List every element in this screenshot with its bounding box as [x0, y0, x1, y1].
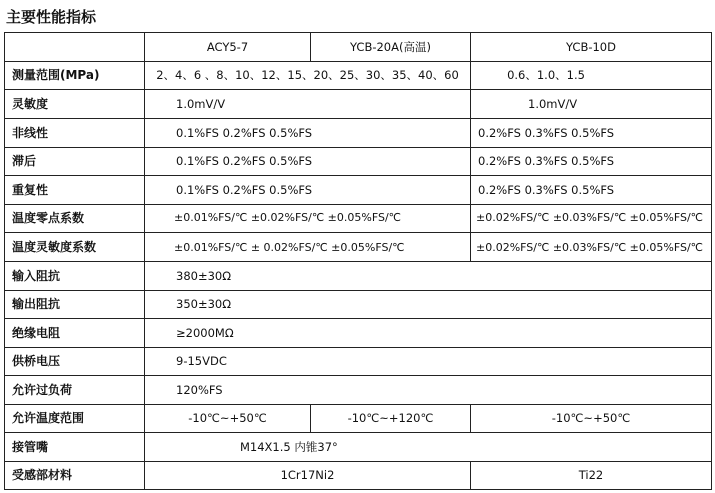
temp-range-value-c: -10℃~+50℃: [551, 411, 631, 425]
temp-range-value-a: -10℃~+50℃: [188, 411, 267, 425]
row-label-fitting: 接管嘴: [12, 439, 49, 454]
row-label-temp-sens-coeff: 温度灵敏度系数: [12, 239, 97, 254]
input-impedance-value: 380±30Ω: [176, 268, 232, 283]
spec-table: [4, 32, 712, 490]
sensitivity-value-b: 1.0mV/V: [528, 96, 578, 111]
nonlinearity-value-b: 0.2%FS 0.3%FS 0.5%FS: [478, 125, 615, 140]
overload-value: 120%FS: [176, 382, 223, 397]
row-label-output-impedance: 输出阻抗: [12, 297, 61, 311]
temp-zero-coeff-value-a: ±0.01%FS/℃ ±0.02%FS/℃ ±0.05%FS/℃: [174, 211, 402, 224]
row-label-repeatability: 重复性: [12, 182, 49, 197]
material-value-a: 1Cr17Ni2: [280, 468, 335, 482]
insulation-value: ≥2000MΩ: [176, 325, 234, 340]
col-header-ycb-20a: YCB-20A(高温): [350, 39, 431, 54]
row-label-overload: 允许过负荷: [12, 382, 73, 397]
row-label-material: 受感部材料: [12, 468, 73, 482]
col-header-ycb-10d: YCB-10D: [566, 39, 616, 54]
sensitivity-value-a: 1.0mV/V: [176, 96, 226, 111]
fitting-value: M14X1.5 内锥37°: [240, 439, 338, 454]
range-value-b: 0.6、1.0、1.5: [507, 68, 585, 82]
range-value-a: 2、4、6 、8、10、12、15、20、25、30、35、40、60: [156, 68, 459, 82]
row-label-range: 测量范围(MPa): [12, 68, 100, 82]
temp-zero-coeff-value-b: ±0.02%FS/℃ ±0.03%FS/℃ ±0.05%FS/℃: [476, 211, 704, 224]
col-header-acy5-7: ACY5-7: [206, 39, 249, 54]
row-label-hysteresis: 滞后: [12, 154, 37, 168]
temp-range-value-b: -10℃~+120℃: [347, 411, 434, 425]
row-label-temp-zero-coeff: 温度零点系数: [12, 211, 85, 225]
nonlinearity-value-a: 0.1%FS 0.2%FS 0.5%FS: [176, 125, 313, 140]
row-label-insulation: 绝缘电阻: [12, 325, 61, 340]
repeatability-value-a: 0.1%FS 0.2%FS 0.5%FS: [176, 182, 313, 197]
hysteresis-value-a: 0.1%FS 0.2%FS 0.5%FS: [176, 154, 313, 168]
temp-sens-coeff-value-b: ±0.02%FS/℃ ±0.03%FS/℃ ±0.05%FS/℃: [476, 240, 704, 254]
temp-sens-coeff-value-a: ±0.01%FS/℃ ± 0.02%FS/℃ ±0.05%FS/℃: [174, 240, 405, 254]
supply-voltage-value: 9-15VDC: [176, 354, 227, 368]
row-label-nonlinearity: 非线性: [12, 125, 49, 140]
row-label-supply-voltage: 供桥电压: [12, 354, 61, 368]
row-label-temp-range: 允许温度范围: [12, 411, 85, 425]
repeatability-value-b: 0.2%FS 0.3%FS 0.5%FS: [478, 182, 615, 197]
hysteresis-value-b: 0.2%FS 0.3%FS 0.5%FS: [478, 154, 615, 168]
row-label-sensitivity: 灵敏度: [12, 96, 49, 111]
material-value-b: Ti22: [578, 468, 604, 482]
page-title: 主要性能指标: [6, 8, 97, 26]
row-label-input-impedance: 输入阻抗: [12, 268, 61, 283]
output-impedance-value: 350±30Ω: [176, 297, 232, 311]
